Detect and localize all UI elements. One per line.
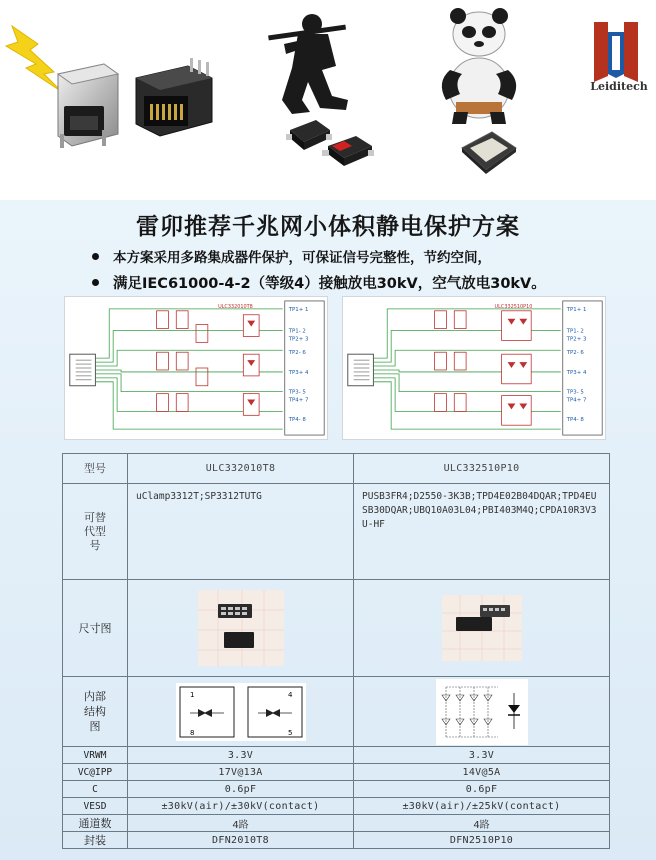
spec-value-2: 0.6pF [354, 781, 610, 798]
top-banner [0, 0, 656, 200]
pin-number: 8 [189, 728, 194, 737]
structure-label-text: 内部结构图 [84, 690, 106, 733]
pin-label: TP3- 5 [288, 389, 306, 396]
sod-package-chip-red-image [322, 130, 374, 170]
spec-label: 封装 [63, 832, 128, 849]
spec-comparison-table [62, 453, 610, 849]
spec-value-1: 4路 [128, 815, 354, 832]
pin-number: 1 [189, 690, 194, 699]
size-photo-cell-1 [128, 580, 354, 677]
pin-label: TP1+ 1 [288, 306, 309, 313]
structure-diagram-cell-1 [128, 677, 354, 747]
spec-value-2: 14V@5A [354, 764, 610, 781]
spec-value-1: 3.3V [128, 747, 354, 764]
ulc332510p10-structure-diagram [436, 679, 528, 745]
header-part-2: ULC332510P10 [354, 454, 610, 484]
pin-label: TP4- 8 [566, 417, 584, 424]
spec-label: C [63, 781, 128, 798]
size-photo-cell-2 [354, 580, 610, 677]
dfn2010t8-photo-image [198, 590, 284, 666]
page-title: 雷卯推荐千兆网小体积静电保护方案 [136, 214, 520, 240]
feature-bullet-1 [92, 246, 491, 266]
bullet-dot-icon [92, 253, 99, 260]
spec-row-channels [63, 815, 610, 832]
rj45-connector-image [48, 60, 124, 152]
spec-label: VC@IPP [63, 764, 128, 781]
spec-label: VRWM [63, 747, 128, 764]
spec-value-2: 3.3V [354, 747, 610, 764]
pin-label: TP3+ 4 [288, 369, 309, 376]
alternatives-row [63, 484, 610, 580]
pin-label: TP1+ 1 [566, 306, 587, 313]
table-header-row [63, 454, 610, 484]
pin-label: TP3+ 4 [566, 369, 587, 376]
spec-value-1: 17V@13A [128, 764, 354, 781]
structure-diagram-cell-2 [354, 677, 610, 747]
pin-label: TP4+ 7 [288, 397, 309, 404]
kungfu-panda-image [432, 4, 526, 124]
bullet-text: 满足IEC61000-4-2（等级4）接触放电30kV，空气放电30kV。 [113, 276, 546, 292]
spec-row-vc-ipp [63, 764, 610, 781]
spec-value-2: ±30kV(air)/±25kV(contact) [354, 798, 610, 815]
spec-label: 通道数 [63, 815, 128, 832]
alternatives-label-text: 可替代型号 [84, 510, 106, 552]
alternatives-part-1: uClamp3312T;SP3312TUTG [128, 484, 354, 580]
spec-value-2: 4路 [354, 815, 610, 832]
spec-label: VESD [63, 798, 128, 815]
qfn-package-chip-image [458, 126, 518, 178]
schematic-ulc332010t8 [64, 296, 328, 440]
spec-value-1: DFN2010T8 [128, 832, 354, 849]
brand-name: Leiditech [590, 80, 648, 93]
pin-label: TP2+ 3 [566, 336, 587, 343]
rj45-connector-black-image [128, 58, 220, 140]
schematic-part-label: ULC332510P10 [494, 303, 533, 310]
structure-row [63, 677, 610, 747]
pin-label: TP2- 6 [288, 350, 306, 357]
feature-bullet-2 [92, 272, 546, 293]
pin-number: 5 [287, 728, 292, 737]
pin-label: TP2+ 3 [288, 336, 309, 343]
header-part-1: ULC332010T8 [128, 454, 354, 484]
pin-label: TP4- 8 [288, 417, 306, 424]
spec-value-1: ±30kV(air)/±30kV(contact) [128, 798, 354, 815]
schematic-part-label: ULC332010T8 [218, 303, 253, 310]
bullet-text: 本方案采用多路集成器件保护，可保证信号完整性，节约空间， [113, 250, 491, 266]
size-row [63, 580, 610, 677]
pin-label: TP1- 2 [566, 328, 584, 335]
pin-label: TP4+ 7 [566, 397, 587, 404]
spec-row-package [63, 832, 610, 849]
spec-value-2: DFN2510P10 [354, 832, 610, 849]
spec-row-vrwm [63, 747, 610, 764]
spec-row-c [63, 781, 610, 798]
spec-value-1: 0.6pF [128, 781, 354, 798]
dfn2510p10-photo-image [442, 595, 522, 661]
alternatives-part-2: PUSB3FR4;D2550-3K3B;TPD4E02B04DQAR;TPD4EUSB30DQAR;UBQ10A03L04;PBI403M4Q;CPDA10R3V3U-HF [354, 484, 610, 580]
size-label: 尺寸图 [63, 580, 128, 677]
structure-label [63, 677, 128, 747]
solution-panel [0, 200, 656, 860]
alternatives-label [63, 484, 128, 580]
pin-label: TP2- 6 [566, 350, 584, 357]
soldier-silhouette-image [262, 4, 362, 120]
header-label-cell: 型号 [63, 454, 128, 484]
pin-number: 4 [287, 690, 292, 699]
spec-row-vesd [63, 798, 610, 815]
schematic-ulc332510p10 [342, 296, 606, 440]
bullet-dot-icon [92, 279, 99, 286]
pin-label: TP1- 2 [288, 328, 306, 335]
pin-label: TP3- 5 [566, 389, 584, 396]
ulc332010t8-structure-diagram [176, 683, 306, 741]
